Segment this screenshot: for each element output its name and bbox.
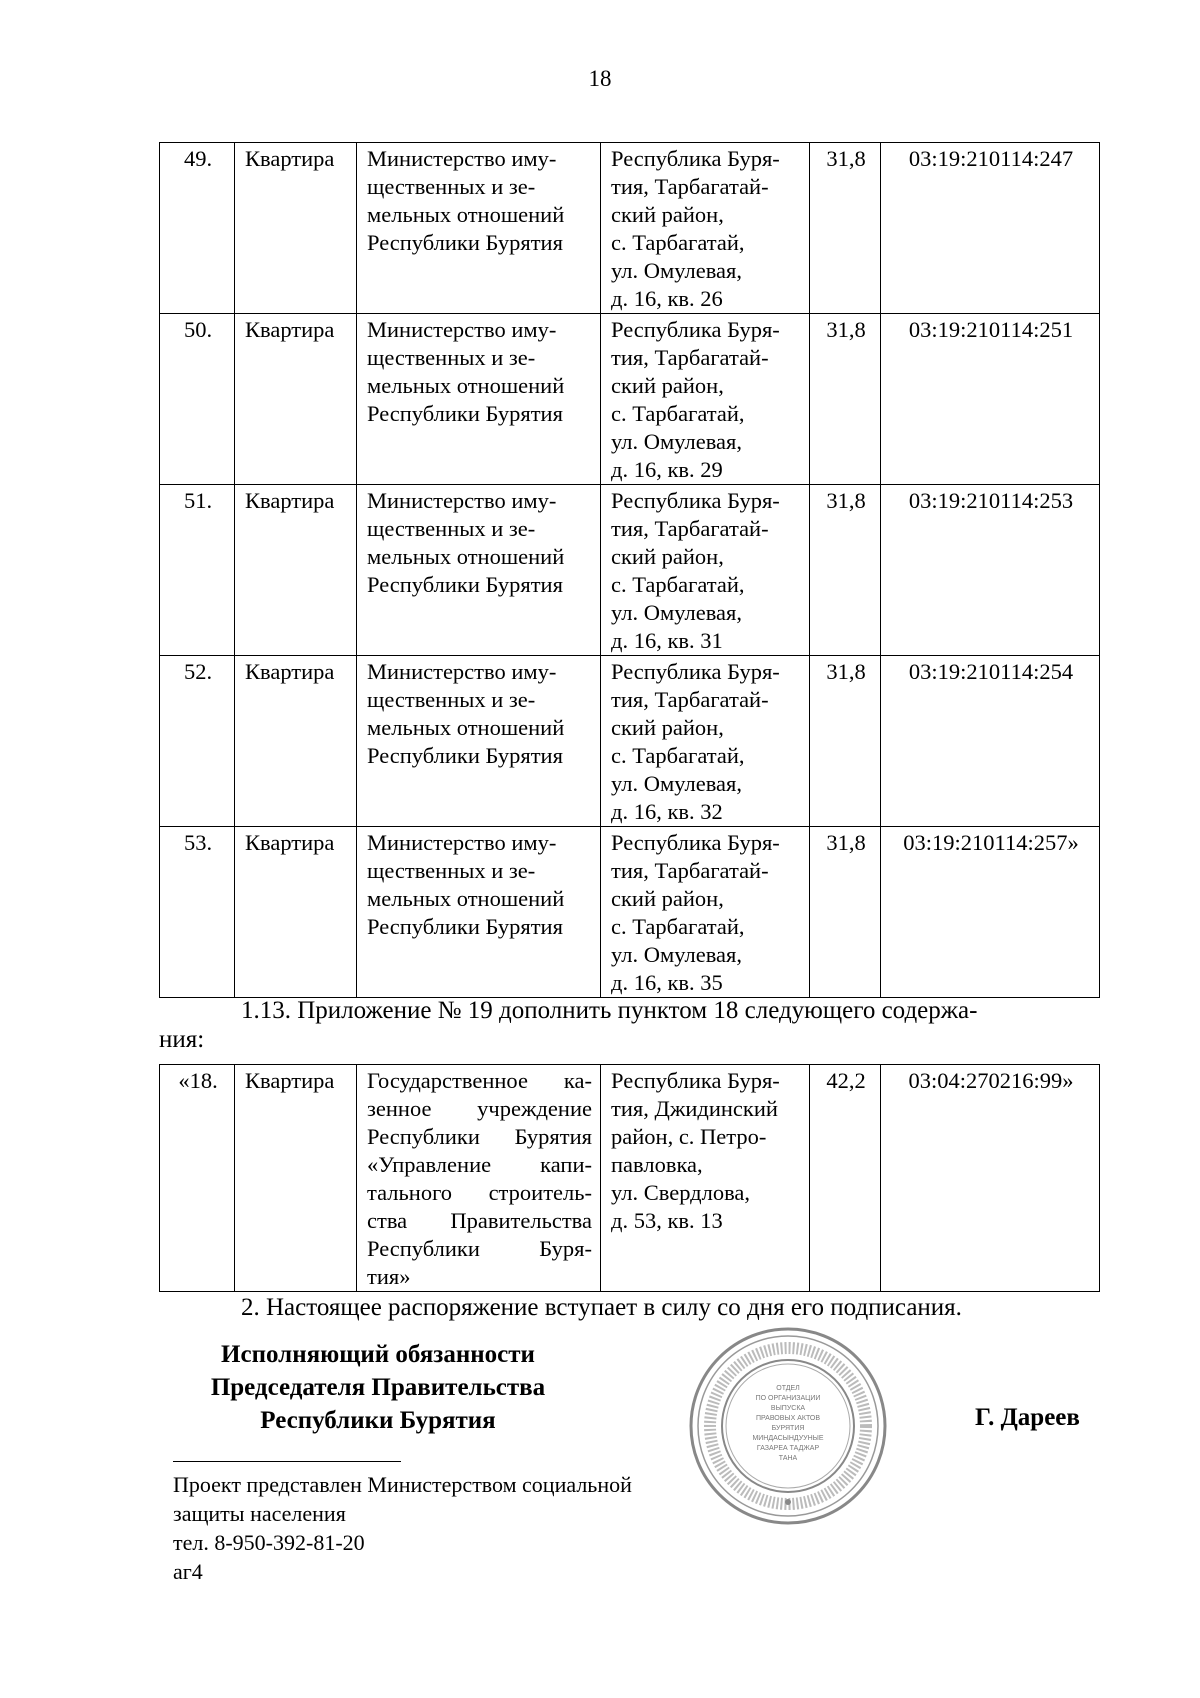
rightholder-cell (357, 314, 601, 485)
rightholder-word: тального (367, 1180, 452, 1205)
rightholder-word: тия» (367, 1264, 411, 1289)
object-type-cell: Квартира (235, 827, 357, 998)
table-row (160, 485, 1100, 656)
address-line: ский район, (611, 715, 724, 740)
address-line: ул. Омулевая, (611, 600, 742, 625)
footnote-divider (173, 1461, 401, 1462)
seal-text-line: ГАЗАРЕА ТАДЖАР (756, 1445, 820, 1452)
area-cell: 31,8 (810, 485, 881, 656)
rightholder-line: щественных и зе- (367, 516, 536, 541)
row-number-cell: 49. (160, 143, 235, 314)
rightholder-cell (357, 1065, 601, 1292)
address-line: с. Тарбагатай, (611, 230, 745, 255)
address-cell (601, 143, 810, 314)
rightholder-word: Республики (367, 1124, 480, 1149)
seal-text-line: БУРЯТИЯ (771, 1425, 805, 1432)
paragraph-2: 2. Настоящее распоряжение вступает в силу со дня его подписания. (241, 1294, 962, 1321)
row-number-cell: 50. (160, 314, 235, 485)
address-cell (601, 656, 810, 827)
address-line: Республика Буря- (611, 659, 780, 684)
rightholder-cell (357, 656, 601, 827)
area-cell: 42,2 (810, 1065, 881, 1292)
rightholder-line: Министерство иму- (367, 146, 557, 171)
address-line: д. 16, кв. 35 (611, 970, 723, 995)
paragraph-1-13-line2: ния: (159, 1026, 205, 1053)
seal-text-line: ТАНА (778, 1455, 798, 1462)
address-line: д. 16, кв. 32 (611, 799, 723, 824)
area-cell: 31,8 (810, 656, 881, 827)
address-line: д. 16, кв. 29 (611, 457, 723, 482)
signatory-name: Г. Дареев (975, 1404, 1080, 1431)
address-line: с. Тарбагатай, (611, 743, 745, 768)
address-line: ул. Свердлова, (611, 1180, 751, 1205)
cadastral-number-cell: 03:19:210114:254 (881, 656, 1100, 827)
seal-text-line: ПРАВОВЫХ АКТОВ (755, 1415, 821, 1422)
paragraph-1-13-line1: 1.13. Приложение № 19 дополнить пунктом 18 следующего содержа- (241, 997, 978, 1024)
address-line: тия, Тарбагатай- (611, 687, 769, 712)
address-line: тия, Тарбагатай- (611, 516, 769, 541)
table-row (160, 827, 1100, 998)
address-line: район, с. Петро- (611, 1124, 767, 1149)
row-number-cell: 51. (160, 485, 235, 656)
area-cell: 31,8 (810, 143, 881, 314)
seal-text-line: ПО ОРГАНИЗАЦИИ (755, 1395, 821, 1402)
address-line: с. Тарбагатай, (611, 572, 745, 597)
rightholder-line (367, 1179, 592, 1207)
address-cell (601, 827, 810, 998)
rightholder-line: щественных и зе- (367, 174, 536, 199)
address-line: ул. Омулевая, (611, 258, 742, 283)
footnote (173, 1470, 632, 1586)
object-type-cell: Квартира (235, 143, 357, 314)
address-line: ул. Омулевая, (611, 429, 742, 454)
row-number-cell: 53. (160, 827, 235, 998)
address-line: ул. Омулевая, (611, 942, 742, 967)
signatory-title-line: Исполняющий обязанности (221, 1341, 535, 1368)
seal-text-line: МИНДАСЫНДУУНЫЕ (752, 1435, 824, 1442)
property-table-2 (159, 1064, 1100, 1292)
table-row (160, 1065, 1100, 1292)
rightholder-line: мельных отношений (367, 544, 565, 569)
address-line: Республика Буря- (611, 1068, 780, 1093)
table-row (160, 314, 1100, 485)
rightholder-line: Республики Бурятия (367, 401, 563, 426)
rightholder-line: щественных и зе- (367, 687, 536, 712)
address-line: павловка, (611, 1152, 703, 1177)
seal-text-line: ВЫПУСКА (770, 1405, 806, 1412)
address-cell (601, 485, 810, 656)
address-line: тия, Тарбагатай- (611, 174, 769, 199)
cadastral-number-cell: 03:19:210114:253 (881, 485, 1100, 656)
rightholder-word: ства (367, 1208, 408, 1233)
official-seal (688, 1326, 888, 1526)
cadastral-number-cell: 03:19:210114:251 (881, 314, 1100, 485)
rightholder-line (367, 1095, 592, 1123)
rightholder-line: Республики Бурятия (367, 914, 563, 939)
rightholder-word: Государственное (367, 1068, 528, 1093)
object-type-cell: Квартира (235, 314, 357, 485)
table-row (160, 143, 1100, 314)
rightholder-line: мельных отношений (367, 373, 565, 398)
signatory-title-line: Председателя Правительства (210, 1374, 546, 1401)
footnote-line: защиты населения (173, 1501, 346, 1526)
row-number-cell: 52. (160, 656, 235, 827)
address-line: Республика Буря- (611, 488, 780, 513)
rightholder-word: Буря- (539, 1236, 592, 1261)
address-cell (601, 1065, 810, 1292)
cadastral-number-cell: 03:19:210114:247 (881, 143, 1100, 314)
rightholder-line: Республики Бурятия (367, 230, 563, 255)
rightholder-line (367, 1207, 592, 1235)
rightholder-line: щественных и зе- (367, 858, 536, 883)
rightholder-word: Республики (367, 1236, 480, 1261)
signatory-title (168, 1338, 588, 1437)
address-line: ский район, (611, 202, 724, 227)
rightholder-line: Министерство иму- (367, 488, 557, 513)
address-line: тия, Джидинский (611, 1096, 778, 1121)
address-line: ский район, (611, 886, 724, 911)
rightholder-line: Республики Бурятия (367, 572, 563, 597)
table-row (160, 656, 1100, 827)
rightholder-word: ка- (563, 1068, 592, 1093)
rightholder-line: мельных отношений (367, 715, 565, 740)
rightholder-word: «Управление (367, 1152, 492, 1177)
cadastral-number-cell: 03:19:210114:257» (881, 827, 1100, 998)
footnote-line: аг4 (173, 1559, 203, 1584)
rightholder-word: Правительства (450, 1208, 592, 1233)
rightholder-line: мельных отношений (367, 886, 565, 911)
footnote-line: тел. 8-950-392-81-20 (173, 1530, 365, 1555)
address-line: д. 16, кв. 31 (611, 628, 723, 653)
rightholder-line (367, 1151, 592, 1179)
rightholder-word: зенное (367, 1096, 432, 1121)
address-line: тия, Тарбагатай- (611, 858, 769, 883)
object-type-cell: Квартира (235, 1065, 357, 1292)
paragraph-1-13-cont (159, 1024, 204, 1056)
address-cell (601, 314, 810, 485)
page-number: 18 (588, 66, 612, 91)
rightholder-line (367, 1123, 592, 1151)
rightholder-cell (357, 485, 601, 656)
address-line: с. Тарбагатай, (611, 401, 745, 426)
address-line: ский район, (611, 373, 724, 398)
property-table-1 (159, 142, 1100, 998)
rightholder-line: Министерство иму- (367, 830, 557, 855)
rightholder-line: Министерство иму- (367, 659, 557, 684)
seal-text-line: ОТДЕЛ (776, 1385, 800, 1392)
signatory-title-line: Республики Бурятия (260, 1407, 496, 1434)
address-line: Республика Буря- (611, 146, 780, 171)
footnote-line: Проект представлен Министерством социальной (173, 1472, 632, 1497)
rightholder-word: строитель- (488, 1180, 592, 1205)
row-number-cell: «18. (160, 1065, 235, 1292)
address-line: тия, Тарбагатай- (611, 345, 769, 370)
rightholder-line: Министерство иму- (367, 317, 557, 342)
rightholder-line: мельных отношений (367, 202, 565, 227)
object-type-cell: Квартира (235, 485, 357, 656)
rightholder-line: щественных и зе- (367, 345, 536, 370)
rightholder-line (367, 1263, 592, 1291)
address-line: ский район, (611, 544, 724, 569)
rightholder-cell (357, 827, 601, 998)
address-line: Республика Буря- (611, 317, 780, 342)
rightholder-word: учреждение (477, 1096, 592, 1121)
area-cell: 31,8 (810, 827, 881, 998)
object-type-cell: Квартира (235, 656, 357, 827)
address-line: ул. Омулевая, (611, 771, 742, 796)
rightholder-word: Бурятия (514, 1124, 592, 1149)
rightholder-word: капи- (540, 1152, 592, 1177)
cadastral-number-cell: 03:04:270216:99» (881, 1065, 1100, 1292)
address-line: д. 16, кв. 26 (611, 286, 723, 311)
area-cell: 31,8 (810, 314, 881, 485)
rightholder-line: Республики Бурятия (367, 743, 563, 768)
address-line: с. Тарбагатай, (611, 914, 745, 939)
paragraph-1-13 (241, 995, 977, 1027)
rightholder-line (367, 1235, 592, 1263)
address-line: д. 53, кв. 13 (611, 1208, 723, 1233)
rightholder-cell (357, 143, 601, 314)
rightholder-line (367, 1067, 592, 1095)
address-line: Республика Буря- (611, 830, 780, 855)
